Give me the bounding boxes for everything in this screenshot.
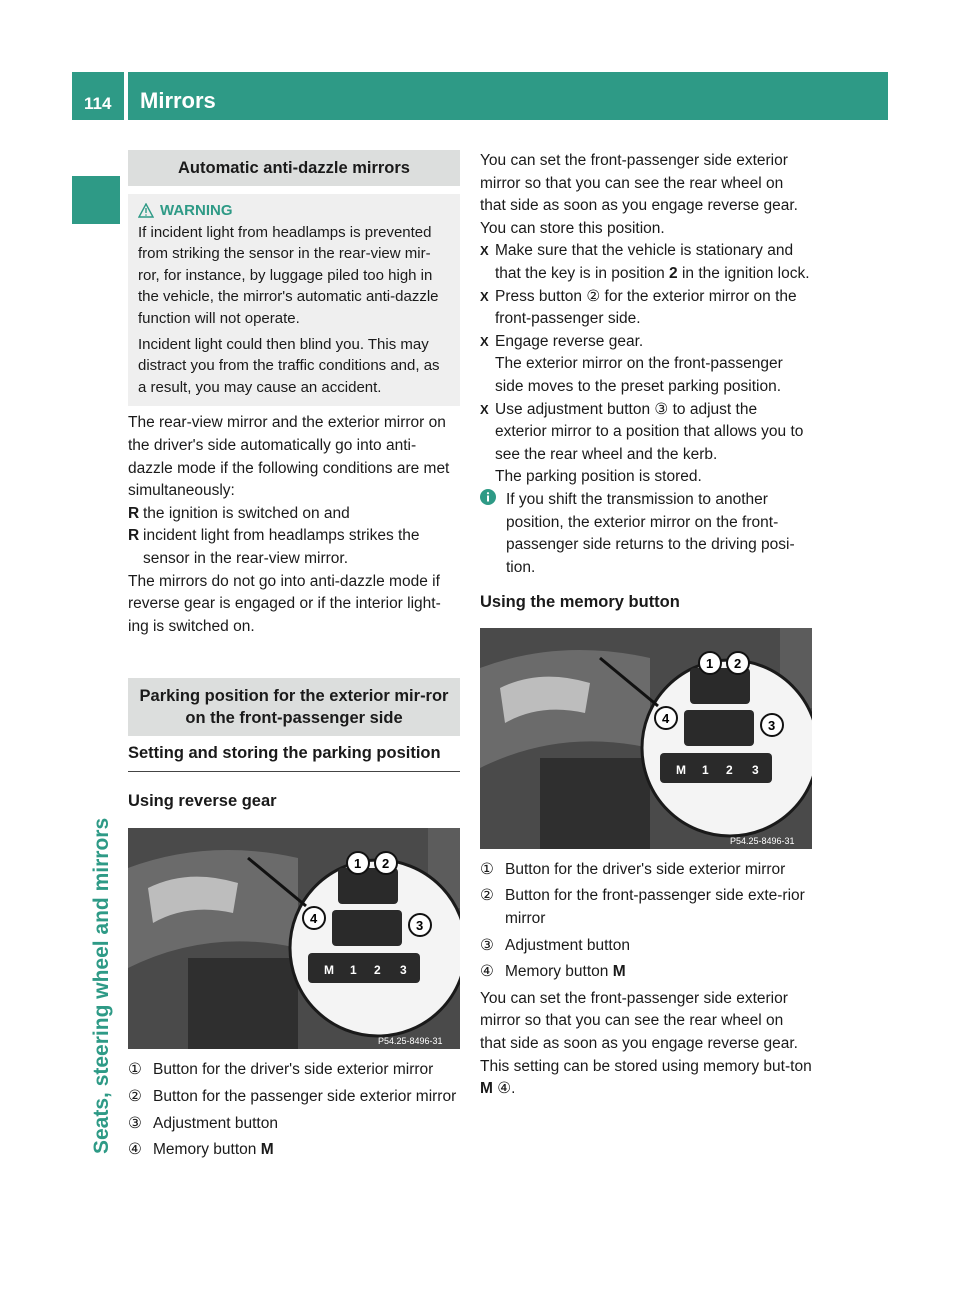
- reference-item: ③ Adjustment button: [128, 1114, 278, 1132]
- right-column: [480, 150, 812, 1101]
- memory-key-label: M: [676, 762, 686, 777]
- reference-item: ① Button for the driver's side exterior mirror: [480, 860, 786, 878]
- instruction-step: X Make sure that the vehicle is stationary and that the key is in position 2 in the ignition lock.: [480, 242, 810, 282]
- list-item: R incident light from headlamps strikes the sensor in the rear-view mirror.: [128, 527, 420, 567]
- left-column: [128, 150, 460, 1162]
- callout-4: 4: [310, 911, 318, 927]
- instruction-step: X Engage reverse gear. The exterior mirror on the front-passenger side moves to the preset parking position.: [480, 332, 783, 395]
- warning-header: [138, 200, 450, 222]
- paragraph: You can set the front-passenger side exterior mirror so that you can see the rear wheel on that side as soon as you engage reverse gear. You can store this position.: [480, 152, 798, 237]
- callout-2: 2: [734, 655, 742, 671]
- preset-key-label: 1: [350, 963, 357, 978]
- warning-box: [128, 194, 460, 406]
- instruction-step: X Press button ② for the exterior mirror on the front-passenger side.: [480, 287, 797, 328]
- door-panel-photo: [128, 828, 460, 1049]
- paragraph: You can set the front-passenger side exterior mirror so that you can see the rear wheel on that side as soon as you engage reverse gear. This setting can be stored using memory but-ton M ④.: [480, 989, 812, 1098]
- reference-item: ④ Memory button M: [128, 1141, 274, 1159]
- reference-item: ① Button for the driver's side exterior mirror: [128, 1061, 434, 1079]
- photo-code: P54.25-8496-31: [378, 1036, 443, 1047]
- reference-item: ③ Adjustment button: [480, 936, 630, 954]
- callout-2: 2: [382, 856, 390, 872]
- subsection-title: Using the memory button: [480, 593, 680, 612]
- warning-text-2: Incident light could then blind you. This may distract you from the traffic conditions and, as a result, you may cause an accident.: [138, 335, 440, 396]
- side-tab: [84, 694, 116, 1154]
- preset-key-label: 2: [374, 963, 381, 978]
- intro-paragraph: The rear-view mirror and the exterior mirror on the driver's side automatically go into anti-dazzle mode if the following conditions are met simultaneously:: [128, 414, 450, 500]
- side-tab-label: Seats, steering wheel and mirrors: [90, 817, 113, 1154]
- outro-paragraph: The mirrors do not go into anti-dazzle mode if reverse gear is engaged or if the interior light-ing is switched on.: [128, 572, 441, 635]
- header-separator: [124, 72, 128, 120]
- door-photo-graphic: [128, 828, 460, 1049]
- memory-key-label: M: [324, 963, 334, 978]
- door-photo-graphic: [480, 628, 812, 849]
- reference-item: ② Button for the passenger side exterior mirror: [128, 1088, 457, 1106]
- reference-item: ② Button for the front-passenger side exte-rior mirror: [480, 887, 805, 928]
- subsection-title: Setting and storing the parking position: [128, 742, 460, 772]
- preset-key-label: 3: [400, 963, 407, 978]
- page-number: 114: [84, 94, 112, 113]
- warning-text: If incident light from headlamps is prevented from striking the sensor in the rear-view mir-ror, for instance, by luggage piled too high in the vehicle, the mirror's automatic anti-dazzle function will not operate.: [138, 223, 439, 327]
- callout-1: 1: [354, 856, 362, 872]
- photo-code: P54.25-8496-31: [730, 835, 795, 846]
- list-item: R the ignition is switched on and: [128, 504, 350, 522]
- door-panel-photo: [480, 628, 812, 849]
- callout-1: 1: [706, 655, 714, 671]
- info-note: If you shift the transmission to another position, the exterior mirror on the front-passenger side returns to the driving posi-tion.: [480, 489, 812, 579]
- callout-3: 3: [768, 717, 776, 733]
- info-icon: [480, 489, 506, 579]
- subsubsection-title: Using reverse gear: [128, 791, 277, 810]
- instruction-step: X Use adjustment button ③ to adjust the exterior mirror to a position that allows you to see the rear wheel and the kerb. The parking position is stored.: [480, 400, 804, 486]
- preset-key-label: 3: [752, 762, 759, 777]
- preset-key-label: 1: [702, 762, 709, 777]
- section-title: Automatic anti-dazzle mirrors: [128, 150, 460, 186]
- section-title: Parking position for the exterior mir-ror on the front-passenger side: [128, 678, 460, 736]
- warning-triangle-icon: [138, 203, 154, 218]
- warning-label: WARNING: [160, 202, 233, 219]
- callout-4: 4: [662, 710, 670, 726]
- chapter-title: Mirrors: [140, 88, 216, 113]
- side-tab-marker: [72, 176, 120, 224]
- reference-item: ④ Memory button M: [480, 963, 626, 981]
- preset-key-label: 2: [726, 762, 733, 777]
- callout-3: 3: [416, 918, 424, 934]
